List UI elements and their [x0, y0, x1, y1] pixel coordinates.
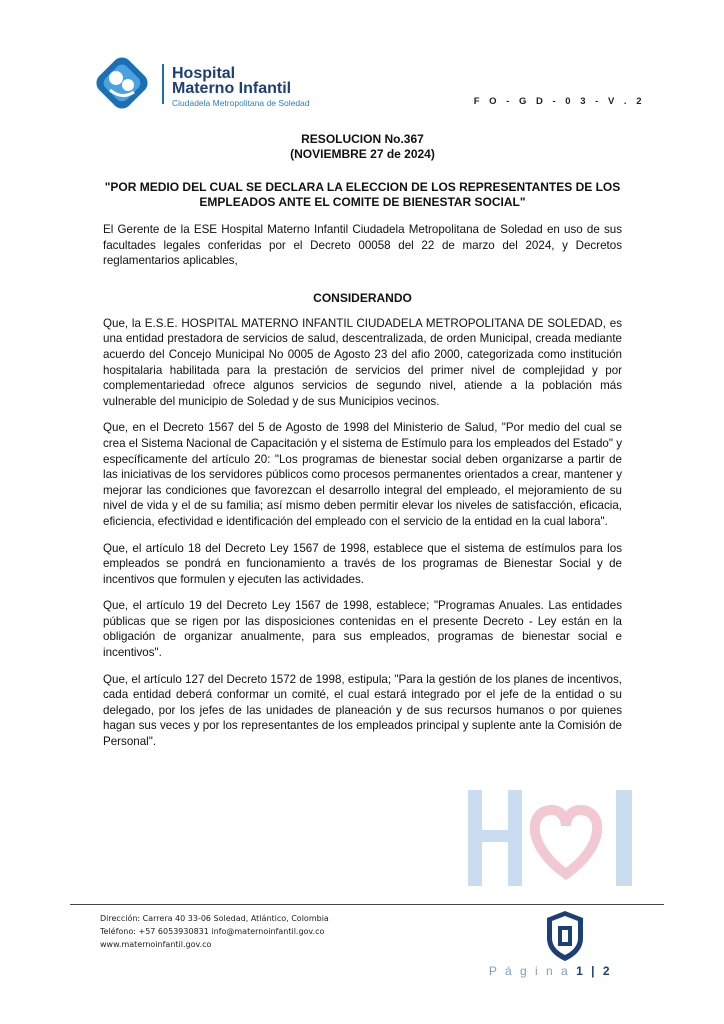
hospital-logo-icon [88, 52, 156, 114]
considerando-paragraph: Que, el artículo 19 del Decreto Ley 1567 de 1998, establece; "Programas Anuales. Las entidades públicas que se rigen por las disposiciones contenidas en el presente Decreto - Ley están en la obligación de organizar anualmente, para sus empleados, programas de bienestar social e incentivos". [103, 599, 622, 660]
considerando-paragraph: Que, la E.S.E. HOSPITAL MATERNO INFANTIL CIUDADELA METROPOLITANA DE SOLEDAD, es una entidad prestadora de servicios de salud, descentralizada, de orden Municipal, creada mediante acuerdo del Concejo Municipal No 0005 de Agosto 23 del afio 2000, categorizada como institución hospitalaria habilitada para la prestación de servicios del primer nivel de complejidad y por complementariedad ofrece algunos servicios de segundo nivel, atiende a la población más vulnerable del municipio de Soledad y de sus Municipios vecinos. [103, 316, 622, 408]
logo-divider [162, 64, 164, 104]
hospital-logo [88, 52, 318, 118]
page-separator: | [591, 964, 597, 978]
institutional-seal-icon [544, 910, 586, 962]
page-total: 2 [602, 964, 612, 978]
footer-website: www.maternoinfantil.gov.co [100, 940, 212, 949]
page-label: P á g i n a [488, 964, 571, 978]
resolution-number: RESOLUCION No.367 [301, 132, 424, 146]
considerando-paragraph: Que, en el Decreto 1567 del 5 de Agosto de 1998 del Ministerio de Salud, "Por medio del cual se crea el Sistema Nacional de Capacitación y el sistema de Estímulo para los empleados del Estado" y específicamente del artículo 20: "Los programas de bienestar social deben organizarse a partir de las iniciativas de los servidores públicos como procesos permanentes orientados a crear, mantener y mejorar las condiciones que favorezcan el desarrollo integral del empleado, el mejoramiento de su nivel de vida y el de su familia; así mismo deben permitir elevar los niveles de satisfacción, eficacia, eficiencia, efectividad e identificación del empleado con el servicio de la entidad en la cual labora". [103, 421, 623, 528]
page-current: 1 [576, 964, 586, 978]
considerando-paragraph: Que, el artículo 127 del Decreto 1572 de 1998, estipula; "Para la gestión de los planes de incentivos, cada entidad deberá conformar un comité, el cual estará integrado por el jefe de la entidad o su delegado, por los jefes de las unidades de planeación y de sus recursos humanos o por quienes hagan sus veces y por los representantes de los empleados principal y suplente ante la Comisión de Personal". [103, 672, 622, 749]
logo-name-line2: Materno Infantil [172, 80, 292, 97]
considerando-paragraph: Que, el artículo 18 del Decreto Ley 1567 de 1998, establece que el sistema de estímulos para los empleados se pondrá en funcionamiento a través de los programas de Bienestar Social y de incentivos que formulen y ejecuten las actividades. [103, 541, 622, 586]
logo-subtitle: Ciudadela Metropolitana de Soledad [172, 98, 310, 108]
footer-contact [100, 912, 329, 951]
logo-name-line1: Hospital [172, 65, 236, 82]
footer-rule [70, 904, 664, 905]
footer-address: Dirección: Carrera 40 33-06 Soledad, Atlántico, Colombia [100, 914, 329, 923]
document-code: F O - G D - 0 3 - V . 2 [473, 96, 645, 107]
footer-phone-email: Teléfono: +57 6053930831 info@maternoinfantil.gov.co [100, 927, 325, 936]
section-heading: CONSIDERANDO [313, 290, 412, 305]
intro-paragraph: El Gerente de la ESE Hospital Materno Infantil Ciudadela Metropolitana de Soledad en uso de sus facultades legales conferidas por el Decreto 00058 del 22 de marzo del 2024, y Decretos reglamentarios aplicables, [103, 223, 622, 268]
resolution-date: (NOVIEMBRE 27 de 2024) [290, 147, 435, 161]
page-number [489, 964, 612, 978]
document-body [103, 132, 622, 761]
resolution-title: "POR MEDIO DEL CUAL SE DECLARA LA ELECCION DE LOS REPRESENTANTES DE LOS EMPLEADOS ANTE EL COMITE DE BIENESTAR SOCIAL" [104, 180, 621, 209]
hmi-watermark-logo [466, 782, 646, 894]
